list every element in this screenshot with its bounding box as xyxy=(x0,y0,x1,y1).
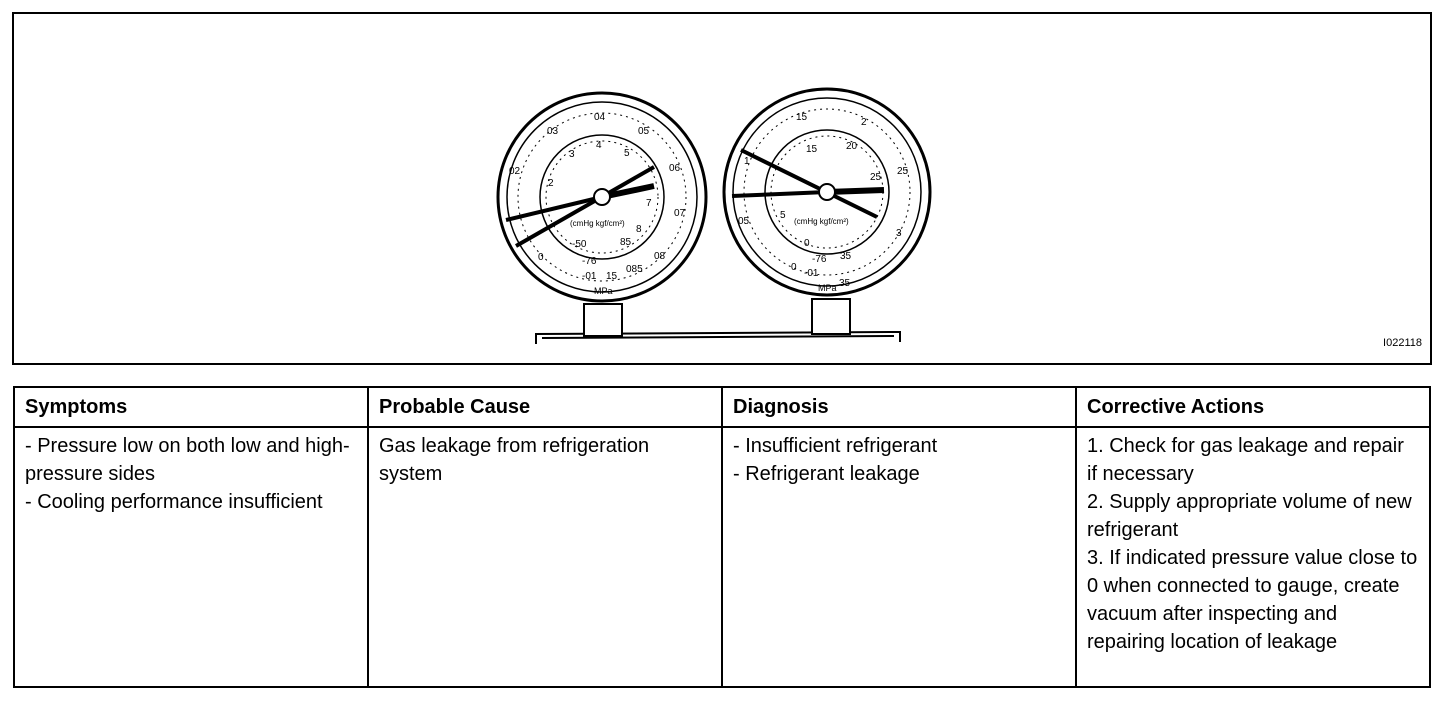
header-probable-cause: Probable Cause xyxy=(368,387,722,427)
high-lower-label: -76 xyxy=(812,254,827,265)
high-outer-tick: 05 xyxy=(738,216,750,227)
high-lower-label: 0 xyxy=(804,238,810,249)
high-inner-tick: 35 xyxy=(840,251,852,262)
high-inner-tick: 25 xyxy=(870,172,882,183)
diagnosis-cell xyxy=(722,427,1076,687)
low-inner-tick: 4 xyxy=(596,140,602,151)
action-item: 1. Check for gas leakage and repair if necessary xyxy=(1087,435,1404,485)
low-lower-label: 0 xyxy=(538,252,544,263)
high-inner-tick: 20 xyxy=(846,141,858,152)
low-lower-label: 15 xyxy=(606,271,618,282)
low-inner-tick: 5 xyxy=(624,148,630,159)
high-inner-tick: 5 xyxy=(780,210,786,221)
symptoms-cell xyxy=(14,427,368,687)
low-mpa-label: MPa xyxy=(594,286,613,296)
diagnosis-item: - Refrigerant leakage xyxy=(733,463,920,485)
high-outer-tick: 2 xyxy=(861,117,867,128)
low-unit-label: (cmHg kgf/cm²) xyxy=(570,219,625,228)
high-outer-tick: 25 xyxy=(897,166,909,177)
action-item: 3. If indicated pressure value close to 0 when connected to gauge, create vacuum after inspecting and repairing location of leakage xyxy=(1087,547,1418,653)
low-lower-label: -01 xyxy=(582,271,597,282)
low-outer-tick: 06 xyxy=(669,163,681,174)
low-inner-tick: 7 xyxy=(646,198,652,209)
table-header-row xyxy=(14,387,1430,427)
header-symptoms: Symptoms xyxy=(14,387,368,427)
diagnosis-table xyxy=(13,386,1431,688)
header-corrective-actions: Corrective Actions xyxy=(1076,387,1430,427)
low-outer-tick: 07 xyxy=(674,208,686,219)
header-diagnosis: Diagnosis xyxy=(722,387,1076,427)
low-inner-tick: 2 xyxy=(548,178,554,189)
high-unit-label: (cmHg kgf/cm²) xyxy=(794,217,849,226)
gauge-stems xyxy=(584,299,850,336)
probable-cause-cell xyxy=(368,427,722,687)
high-outer-tick: 3 xyxy=(896,228,902,239)
low-outer-tick: 08 xyxy=(654,251,666,262)
low-outer-tick: 03 xyxy=(547,126,559,137)
low-outer-tick: 02 xyxy=(509,166,521,177)
figure-code: I022118 xyxy=(1383,337,1422,349)
action-item: 2. Supply appropriate volume of new refrigerant xyxy=(1087,491,1412,541)
diagnosis-item: - Insufficient refrigerant xyxy=(733,435,938,457)
low-inner-tick: 3 xyxy=(569,149,575,160)
pressure-gauges-illustration xyxy=(14,14,1430,363)
low-inner-tick: 85 xyxy=(620,237,632,248)
high-pressure-gauge xyxy=(724,89,930,295)
high-outer-tick: 15 xyxy=(796,112,808,123)
high-outer-tick: 35 xyxy=(839,278,851,289)
cause-item: Gas leakage from refrigeration system xyxy=(379,435,650,485)
high-needle-hub xyxy=(819,184,835,200)
high-inner-tick: 15 xyxy=(806,144,818,155)
high-lower-label: 0 xyxy=(791,262,797,273)
low-inner-tick: 8 xyxy=(636,224,642,235)
low-outer-tick: 05 xyxy=(638,126,650,137)
corrective-actions-cell xyxy=(1076,427,1430,687)
figure-frame xyxy=(12,12,1432,365)
low-outer-tick: 085 xyxy=(626,264,643,275)
high-lower-label: -01 xyxy=(804,268,819,279)
high-outer-tick: 1 xyxy=(744,156,750,167)
low-outer-tick: 04 xyxy=(594,112,606,123)
low-needle-hub xyxy=(594,189,610,205)
table-row xyxy=(14,427,1430,687)
symptom-item: - Pressure low on both low and high-pressure sides xyxy=(25,435,350,485)
low-lower-label: -50 xyxy=(572,239,587,250)
symptom-item: - Cooling performance insufficient xyxy=(25,491,323,513)
low-pressure-gauge xyxy=(498,93,706,301)
low-lower-label: -76 xyxy=(582,256,597,267)
high-mpa-label: MPa xyxy=(818,283,837,293)
